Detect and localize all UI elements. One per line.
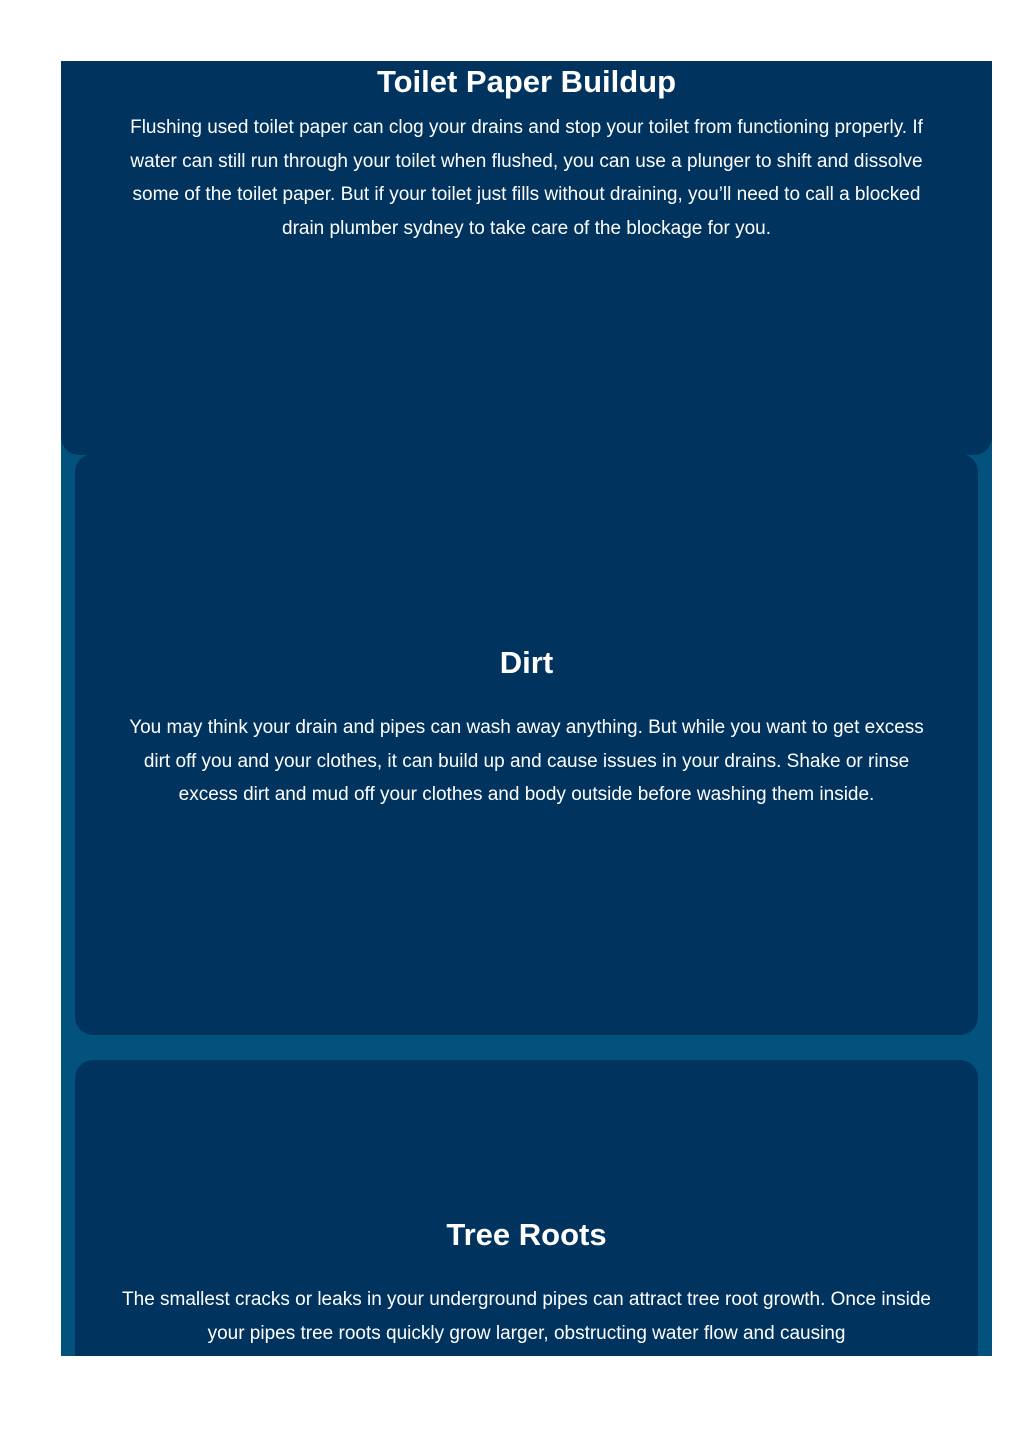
section-card-tree-roots [75,1060,978,1356]
section-title: Toilet Paper Buildup [376,64,677,99]
section-card-dirt [75,454,978,1035]
section-title: Tree Roots [446,1217,607,1252]
document-page [61,61,992,1356]
section-body: Flushing used toilet paper can clog your drains and stop your toilet from functioning properly. If water can still run through your toilet when flushed, you can use a plunger to shift and dissolve some of the toilet paper. But if your toilet just fills without draining, you’ll need to call a blocked drain plumber sydney to take care of the blockage for you. [130,117,923,239]
section-card-toilet-paper [61,61,992,455]
section-body: You may think your drain and pipes can wash away anything. But while you want to get excess dirt off you and your clothes, it can build up and cause issues in your drains. Shake or rinse excess dirt and mud off your clothes and body outside before washing them inside. [129,717,924,806]
section-body: The smallest cracks or leaks in your underground pipes can attract tree root growth. Once inside your pipes tree roots quickly grow larger, obstructing water flow and causing [122,1289,931,1344]
section-title: Dirt [499,645,554,680]
